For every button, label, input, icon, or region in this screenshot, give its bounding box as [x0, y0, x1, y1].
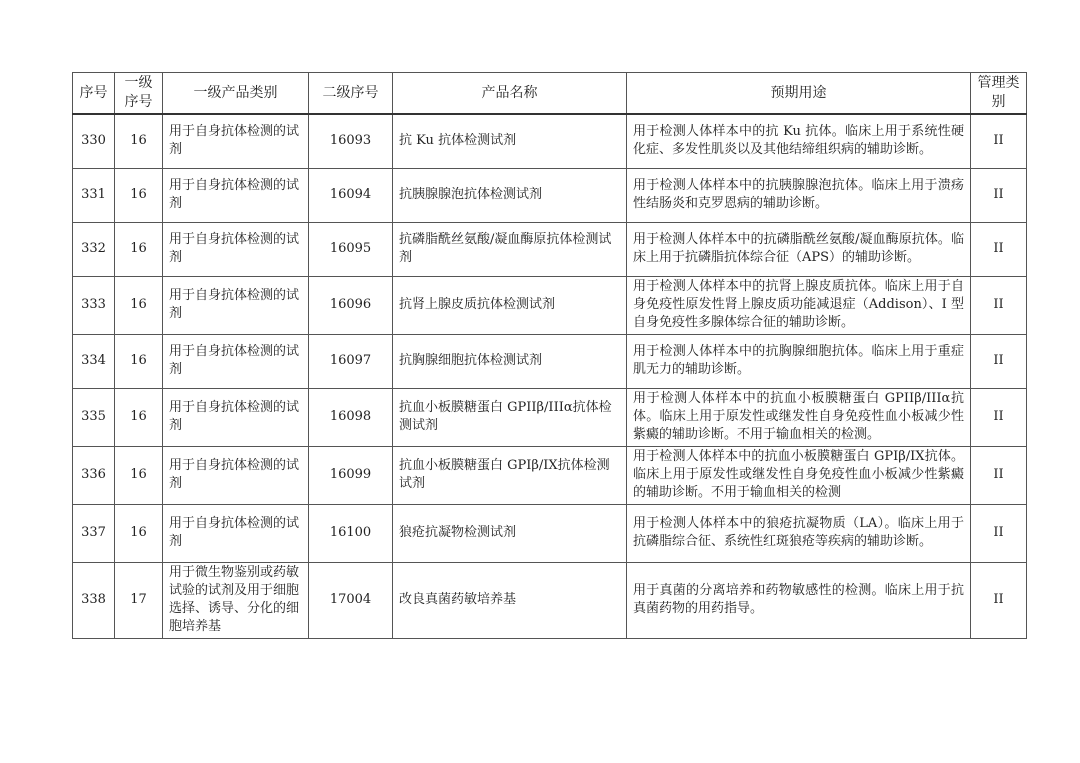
table-row	[73, 276, 1027, 334]
cell-category: 用于自身抗体检测的试剂	[163, 388, 309, 446]
cell-product-name: 抗 Ku 抗体检测试剂	[393, 114, 627, 168]
cell-product-name: 改良真菌药敏培养基	[393, 562, 627, 638]
cell-product-name: 抗肾上腺皮质抗体检测试剂	[393, 276, 627, 334]
table-row	[73, 114, 1027, 168]
cell-seq: 338	[73, 562, 115, 638]
cell-seq: 333	[73, 276, 115, 334]
cell-management-class: II	[971, 446, 1027, 504]
cell-category: 用于自身抗体检测的试剂	[163, 504, 309, 562]
cell-product-name: 抗胰腺腺泡抗体检测试剂	[393, 168, 627, 222]
cell-level1-seq: 16	[115, 334, 163, 388]
cell-level2-seq: 16093	[309, 114, 393, 168]
cell-product-name: 抗胸腺细胞抗体检测试剂	[393, 334, 627, 388]
cell-level2-seq: 16100	[309, 504, 393, 562]
cell-level2-seq: 16095	[309, 222, 393, 276]
cell-management-class: II	[971, 114, 1027, 168]
cell-category: 用于自身抗体检测的试剂	[163, 222, 309, 276]
cell-category: 用于自身抗体检测的试剂	[163, 168, 309, 222]
cell-seq: 334	[73, 334, 115, 388]
cell-level2-seq: 16094	[309, 168, 393, 222]
cell-seq: 335	[73, 388, 115, 446]
table-row	[73, 388, 1027, 446]
table-row	[73, 446, 1027, 504]
cell-product-name: 抗血小板膜糖蛋白 GPIβ/IX抗体检测试剂	[393, 446, 627, 504]
cell-level1-seq: 16	[115, 446, 163, 504]
cell-intended-use: 用于检测人体样本中的抗胸腺细胞抗体。临床上用于重症肌无力的辅助诊断。	[627, 334, 971, 388]
cell-category: 用于自身抗体检测的试剂	[163, 114, 309, 168]
cell-management-class: II	[971, 222, 1027, 276]
header-level2-seq: 二级序号	[309, 73, 393, 115]
cell-seq: 330	[73, 114, 115, 168]
header-management-class: 管理类别	[971, 73, 1027, 115]
cell-management-class: II	[971, 168, 1027, 222]
header-seq: 序号	[73, 73, 115, 115]
cell-management-class: II	[971, 276, 1027, 334]
cell-level2-seq: 16096	[309, 276, 393, 334]
cell-level1-seq: 16	[115, 504, 163, 562]
cell-management-class: II	[971, 562, 1027, 638]
cell-management-class: II	[971, 334, 1027, 388]
table-row	[73, 222, 1027, 276]
cell-seq: 336	[73, 446, 115, 504]
cell-category: 用于自身抗体检测的试剂	[163, 446, 309, 504]
cell-level1-seq: 16	[115, 114, 163, 168]
cell-seq: 337	[73, 504, 115, 562]
cell-product-name: 抗血小板膜糖蛋白 GPIIβ/IIIα抗体检测试剂	[393, 388, 627, 446]
cell-intended-use: 用于检测人体样本中的抗 Ku 抗体。临床上用于系统性硬化症、多发性肌炎以及其他结缔组织病的辅助诊断。	[627, 114, 971, 168]
cell-level1-seq: 16	[115, 168, 163, 222]
table-row	[73, 168, 1027, 222]
cell-level2-seq: 16099	[309, 446, 393, 504]
cell-intended-use: 用于检测人体样本中的抗血小板膜糖蛋白 GPIβ/IX抗体。临床上用于原发性或继发性自身免疫性血小板减少性紫癜的辅助诊断。不用于输血相关的检测	[627, 446, 971, 504]
cell-seq: 332	[73, 222, 115, 276]
cell-level2-seq: 17004	[309, 562, 393, 638]
cell-product-name: 狼疮抗凝物检测试剂	[393, 504, 627, 562]
cell-category: 用于自身抗体检测的试剂	[163, 276, 309, 334]
cell-seq: 331	[73, 168, 115, 222]
cell-level1-seq: 16	[115, 388, 163, 446]
cell-product-name: 抗磷脂酰丝氨酸/凝血酶原抗体检测试剂	[393, 222, 627, 276]
cell-level1-seq: 16	[115, 222, 163, 276]
cell-intended-use: 用于检测人体样本中的抗磷脂酰丝氨酸/凝血酶原抗体。临床上用于抗磷脂抗体综合征（APS）的辅助诊断。	[627, 222, 971, 276]
cell-level1-seq: 16	[115, 276, 163, 334]
table-row	[73, 504, 1027, 562]
cell-intended-use: 用于检测人体样本中的抗血小板膜糖蛋白 GPIIβ/IIIα抗体。临床上用于原发性或继发性自身免疫性血小板减少性紫癜的辅助诊断。不用于输血相关的检测。	[627, 388, 971, 446]
cell-management-class: II	[971, 504, 1027, 562]
product-catalog-table	[72, 72, 1027, 639]
cell-management-class: II	[971, 388, 1027, 446]
header-product-name: 产品名称	[393, 73, 627, 115]
cell-intended-use: 用于检测人体样本中的狼疮抗凝物质（LA）。临床上用于抗磷脂综合征、系统性红斑狼疮等疾病的辅助诊断。	[627, 504, 971, 562]
cell-level2-seq: 16098	[309, 388, 393, 446]
header-row	[73, 73, 1027, 115]
cell-level2-seq: 16097	[309, 334, 393, 388]
header-level1-category: 一级产品类别	[163, 73, 309, 115]
header-level1-seq: 一级序号	[115, 73, 163, 115]
cell-level1-seq: 17	[115, 562, 163, 638]
table-row	[73, 562, 1027, 638]
header-intended-use: 预期用途	[627, 73, 971, 115]
cell-intended-use: 用于检测人体样本中的抗胰腺腺泡抗体。临床上用于溃疡性结肠炎和克罗恩病的辅助诊断。	[627, 168, 971, 222]
table-row	[73, 334, 1027, 388]
cell-category: 用于自身抗体检测的试剂	[163, 334, 309, 388]
cell-intended-use: 用于真菌的分离培养和药物敏感性的检测。临床上用于抗真菌药物的用药指导。	[627, 562, 971, 638]
cell-category: 用于微生物鉴别或药敏试验的试剂及用于细胞选择、诱导、分化的细胞培养基	[163, 562, 309, 638]
cell-intended-use: 用于检测人体样本中的抗肾上腺皮质抗体。临床上用于自身免疫性原发性肾上腺皮质功能减退症（Addison）、I 型自身免疫性多腺体综合征的辅助诊断。	[627, 276, 971, 334]
